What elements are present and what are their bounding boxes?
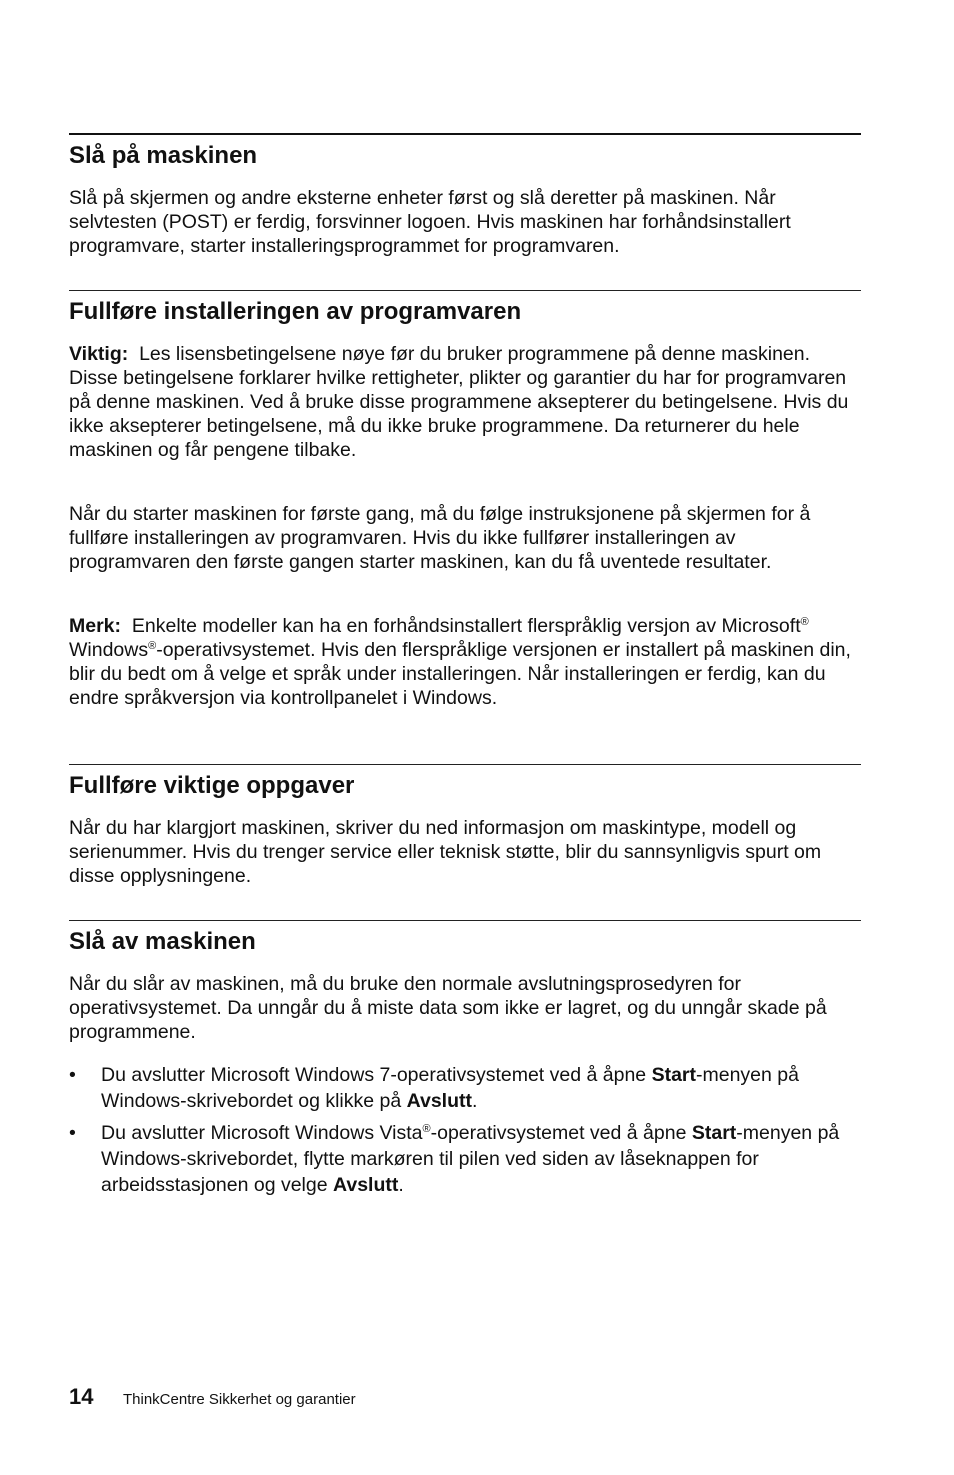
note-label: Merk: (69, 615, 122, 637)
paragraph: Når du har klargjort maskinen, skriver du ned informasjon om maskintype, modell og serienummer. Hvis du trenger service eller teknisk støtte, blir du sannsynligvis spurt om disse opplysningene. (69, 817, 822, 887)
bold-term: Avslutt (406, 1090, 472, 1112)
section-heading: Fullføre viktige oppgaver (69, 772, 355, 799)
page-footer (69, 1384, 356, 1410)
list-text: . (398, 1174, 404, 1196)
list-text: . (472, 1090, 478, 1112)
section-turn-off (69, 920, 861, 1198)
list-text: -operativsystemet ved å åpne (430, 1122, 692, 1144)
bold-term: Avslutt (333, 1174, 399, 1196)
note-text: -operativsystemet. Hvis den flerspråklige versjonen er installert på maskinen din, blir du bedt om å velge et språk under installeringen. Når installeringen er ferdig, kan du endre språkversjon via kontrollpanelet i Windows. (69, 639, 851, 709)
section-turn-on (69, 133, 861, 290)
section-heading: Fullføre installeringen av programvaren (69, 298, 522, 325)
note-paragraph (69, 614, 861, 710)
list-text: Du avslutter Microsoft Windows 7-operativsystemet ved å åpne (101, 1064, 652, 1086)
registered-mark: ® (148, 640, 157, 652)
paragraph: Når du slår av maskinen, må du bruke den normale avslutningsprosedyren for operativsystemet. Da unngår du å miste data som ikke er lagret, og du unngår skade på programmene. (69, 973, 827, 1043)
section-important-tasks (69, 764, 861, 920)
section-install-software (69, 290, 861, 764)
list-item (69, 1062, 861, 1114)
document-page (69, 133, 861, 1204)
paragraph: Slå på skjermen og andre eksterne enheter først og slå deretter på maskinen. Når selvtesten (POST) er ferdig, forsvinner logoen. Hvis maskinen har forhåndsinstallert programvare, starter installeringsprogrammet for programvaren. (69, 187, 791, 257)
list-text: -menyen på Windows-skrivebordet og klikke på (101, 1064, 799, 1112)
registered-mark: ® (422, 1123, 431, 1135)
important-text: Les lisensbetingelsene nøye før du bruker programmene på denne maskinen. Disse betingelsene forklarer hvilke rettigheter, plikter og garantier du har for programvaren på denne maskinen. Ved å bruke disse programmene aksepterer du betingelsene. Hvis du ikke aksepterer betingelsene, må du ikke bruke programmene. Da returnerer du hele maskinen og får pengene tilbake. (69, 343, 849, 461)
footer-title: ThinkCentre Sikkerhet og garantier (123, 1391, 356, 1408)
bold-term: Start (691, 1122, 737, 1144)
bullet-icon: • (69, 1064, 76, 1086)
section-heading: Slå på maskinen (69, 142, 258, 169)
note-text: Enkelte modeller kan ha en forhåndsinstallert flerspråklig versjon av Microsoft (131, 615, 801, 637)
list-text: Du avslutter Microsoft Windows Vista (101, 1122, 423, 1144)
list-item (69, 1120, 861, 1198)
note-text: Windows (69, 639, 149, 661)
bullet-list (69, 1062, 861, 1198)
important-paragraph (69, 342, 861, 462)
section-heading: Slå av maskinen (69, 928, 256, 955)
bullet-icon: • (69, 1122, 76, 1144)
list-text: -menyen på Windows-skrivebordet, flytte markøren til pilen ved siden av låseknappen for arbeidsstasjonen og velge (101, 1122, 840, 1196)
paragraph: Når du starter maskinen for første gang, må du følge instruksjonene på skjermen for å fullføre installeringen av programvaren. Hvis du ikke fullfører installeringen av programvaren den første gangen starter maskinen, kan du få uventede resultater. (69, 503, 811, 573)
page-number: 14 (69, 1384, 94, 1409)
bold-term: Start (651, 1064, 696, 1086)
registered-mark: ® (800, 616, 809, 628)
important-label: Viktig: (69, 343, 129, 365)
